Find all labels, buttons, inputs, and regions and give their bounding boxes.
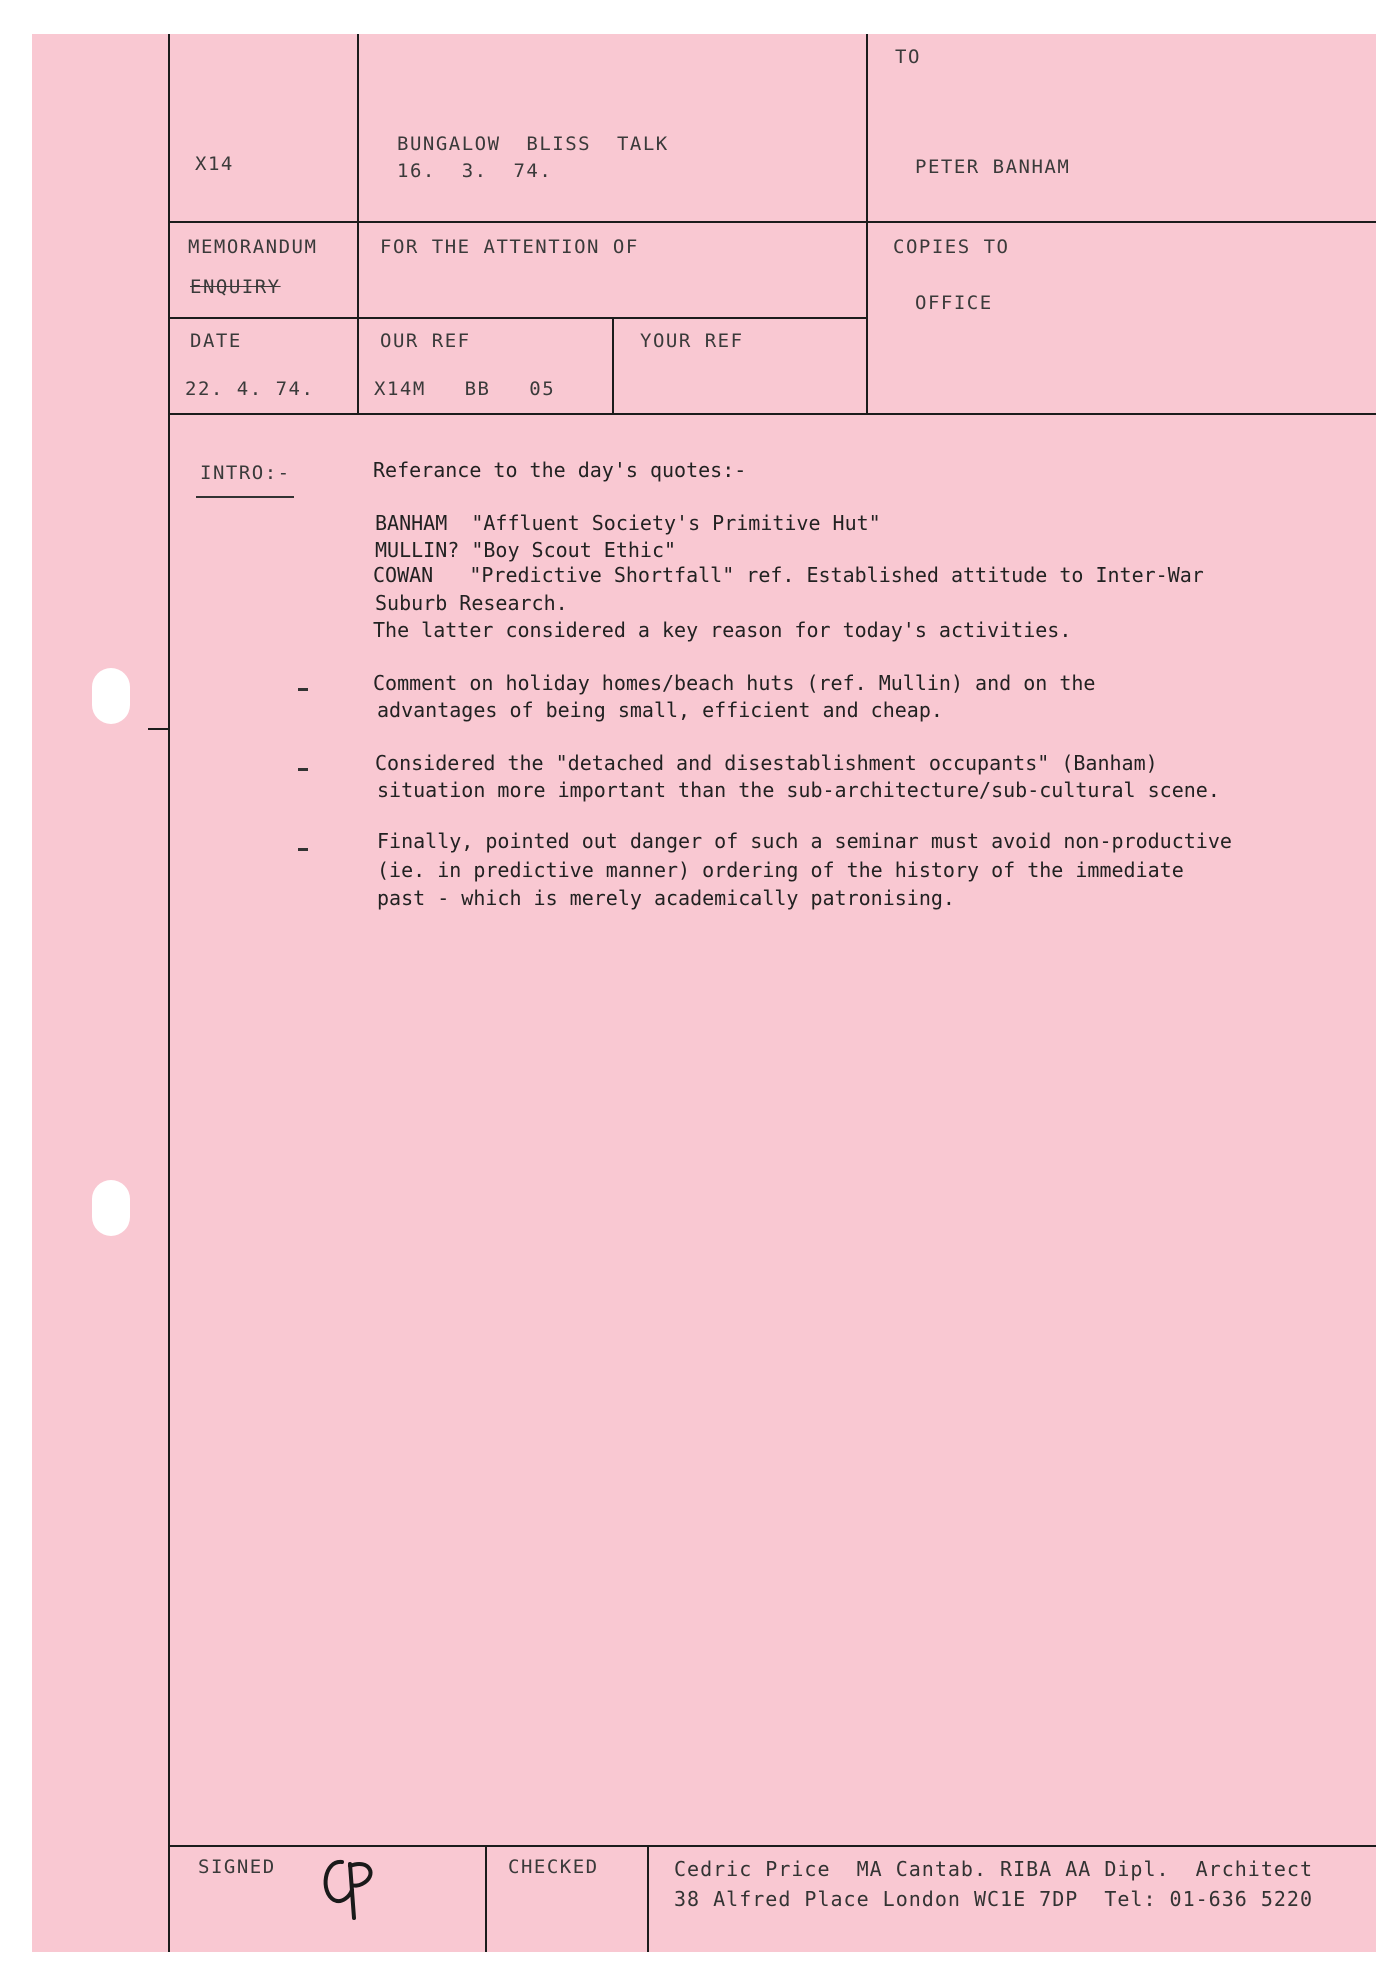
- memo-sheet: [32, 34, 1376, 1952]
- bullet-dash-3: [298, 848, 308, 851]
- form-left-border: [168, 34, 170, 1952]
- punch-hole-bottom: [92, 1180, 130, 1236]
- bullet-dash-2: [298, 768, 308, 771]
- quote-cowan-cont: Suburb Research.: [375, 591, 568, 615]
- project-code: X14: [195, 153, 234, 175]
- footer-divider-2: [647, 1845, 649, 1952]
- to-label: TO: [895, 46, 921, 68]
- enquiry-label: ENQUIRY: [190, 276, 281, 298]
- bullet1-line1: Comment on holiday homes/beach huts (ref. Mullin) and on the: [373, 671, 1096, 695]
- our-ref-value: X14M BB 05: [374, 378, 556, 400]
- header-divider-2: [866, 34, 868, 414]
- signature-initials: [312, 1852, 382, 1926]
- footer-divider-1: [485, 1845, 487, 1952]
- fold-mark: [148, 728, 170, 730]
- header-row-line-1: [168, 221, 1376, 223]
- bullet2-line1: Considered the "detached and disestablishment occupants" (Banham): [375, 751, 1158, 775]
- copies-label: COPIES TO: [893, 236, 1010, 258]
- bullet1-line2: advantages of being small, efficient and cheap.: [377, 698, 943, 722]
- intro-underline: [196, 496, 294, 498]
- punch-hole-top: [92, 668, 130, 724]
- bullet3-line1: Finally, pointed out danger of such a seminar must avoid non-productive: [377, 829, 1232, 853]
- intro-label: INTRO:-: [200, 462, 291, 484]
- bullet3-line2: (ie. in predictive manner) ordering of the history of the immediate: [377, 858, 1184, 882]
- quote-banham: BANHAM "Affluent Society's Primitive Hut": [375, 511, 881, 535]
- signed-label: SIGNED: [198, 1856, 276, 1878]
- yourref-divider: [612, 317, 614, 414]
- bullet-dash-1: [298, 688, 308, 691]
- quote-cowan: COWAN "Predictive Shortfall" ref. Established attitude to Inter-War: [373, 563, 1204, 587]
- quote-mullin: MULLIN? "Boy Scout Ethic": [375, 538, 677, 562]
- copies-recipient: OFFICE: [915, 292, 993, 314]
- intro-line: Referance to the day's quotes:-: [373, 458, 747, 482]
- attention-label: FOR THE ATTENTION OF: [380, 236, 639, 258]
- date-value: 22. 4. 74.: [185, 378, 315, 400]
- your-ref-label: YOUR REF: [640, 330, 744, 352]
- to-recipient: PETER BANHAM: [915, 156, 1071, 178]
- bullet2-line2: situation more important than the sub-architecture/sub-cultural scene.: [377, 778, 1220, 802]
- header-divider-1: [357, 34, 359, 414]
- subject-title: BUNGALOW BLISS TALK: [397, 133, 669, 155]
- latter-line: The latter considered a key reason for today's activities.: [373, 618, 1072, 642]
- header-bottom-line: [168, 413, 1376, 415]
- header-row-line-2: [168, 317, 866, 319]
- memo-label: MEMORANDUM: [188, 236, 318, 258]
- firm-line-1: Cedric Price MA Cantab. RIBA AA Dipl. Architect: [674, 1857, 1314, 1881]
- bullet3-line3: past - which is merely academically patronising.: [377, 886, 955, 910]
- firm-line-2: 38 Alfred Place London WC1E 7DP Tel: 01-636 5220: [674, 1887, 1314, 1911]
- checked-label: CHECKED: [508, 1856, 599, 1878]
- footer-top-line: [168, 1845, 1376, 1847]
- date-label: DATE: [190, 330, 242, 352]
- subject-date: 16. 3. 74.: [397, 160, 553, 182]
- our-ref-label: OUR REF: [380, 330, 471, 352]
